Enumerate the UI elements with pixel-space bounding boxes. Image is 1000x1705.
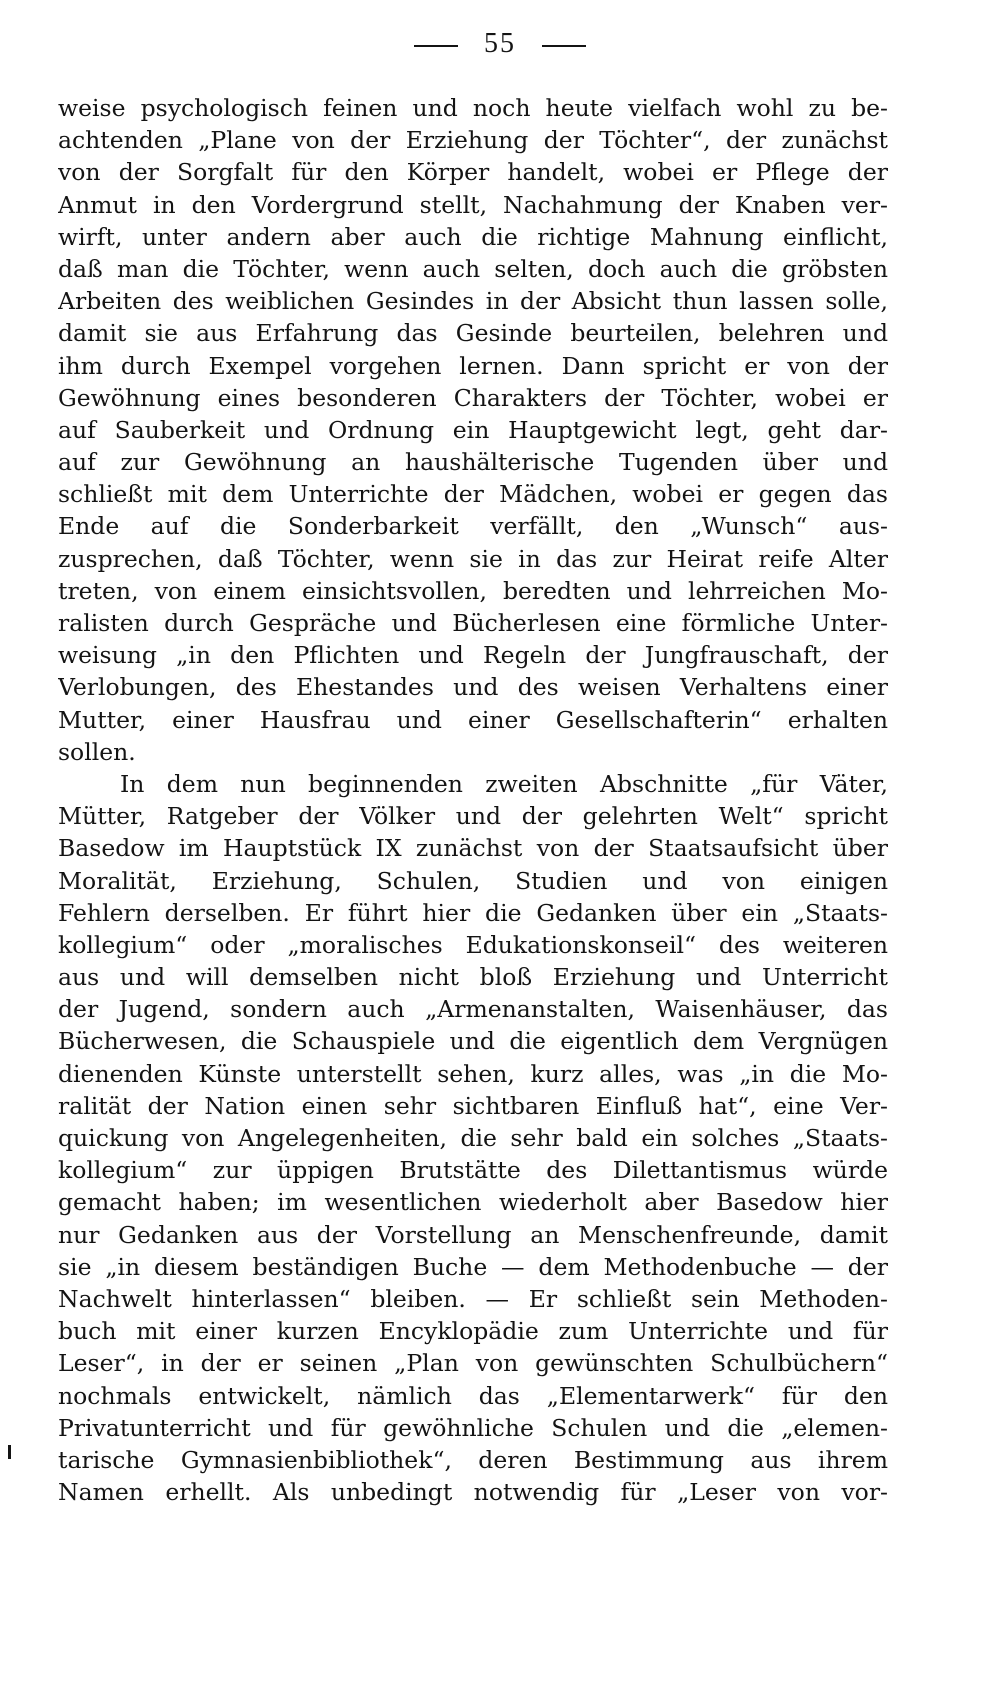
text-line: Moralität, Erziehung, Schulen, Studien und von einigen [58, 866, 888, 895]
paragraph-end-line: sollen. [58, 737, 136, 766]
text-line: Gewöhnung eines besonderen Charakters der Töchter, wobei er [58, 383, 888, 412]
text-line: achtenden „Plane von der Erziehung der Töchter“, der zunächst [58, 126, 888, 155]
text-line: aus und will demselben nicht bloß Erziehung und Unterricht [58, 963, 888, 992]
text-line: Mutter, einer Hausfrau und einer Gesellschafterin“ erhalten [58, 705, 888, 734]
text-line: ihm durch Exempel vorgehen lernen. Dann spricht er von der [58, 351, 888, 380]
text-line: Nachwelt hinterlassen“ bleiben. — Er schließt sein Methoden- [58, 1284, 888, 1313]
text-line: Fehlern derselben. Er führt hier die Gedanken über ein „Staats- [58, 898, 888, 927]
text-line: nochmals entwickelt, nämlich das „Elementarwerk“ für den [58, 1381, 888, 1410]
text-line: Ende auf die Sonderbarkeit verfällt, den „Wunsch“ aus- [58, 512, 888, 541]
page-number: 55 [484, 28, 516, 59]
text-line: zusprechen, daß Töchter, wenn sie in das zur Heirat reife Alter [58, 544, 888, 573]
text-line: Arbeiten des weiblichen Gesindes in der Absicht thun lassen solle, [58, 287, 888, 316]
text-line: treten, von einem einsichtsvollen, beredten und lehrreichen Mo- [58, 576, 888, 605]
text-line: von der Sorgfalt für den Körper handelt, wobei er Pflege der [58, 158, 888, 187]
text-line: kollegium“ zur üppigen Brutstätte des Dilettantismus würde [58, 1156, 888, 1185]
margin-mark [8, 1445, 11, 1459]
text-line: auf Sauberkeit und Ordnung ein Hauptgewicht legt, geht dar- [58, 415, 888, 444]
text-line: Privatunterricht und für gewöhnliche Schulen und die „elemen- [58, 1413, 888, 1442]
text-line: Leser“, in der er seinen „Plan von gewünschten Schulbüchern“ [58, 1349, 888, 1378]
text-line: Bücherwesen, die Schauspiele und die eigentlich dem Vergnügen [58, 1027, 888, 1056]
text-line: weisung „in den Pflichten und Regeln der Jungfrauschaft, der [58, 641, 888, 670]
text-line: schließt mit dem Unterrichte der Mädchen, wobei er gegen das [58, 480, 888, 509]
text-line: der Jugend, sondern auch „Armenanstalten, Waisenhäuser, das [58, 995, 888, 1024]
text-line: gemacht haben; im wesentlichen wiederholt aber Basedow hier [58, 1188, 888, 1217]
page-header [0, 28, 1000, 60]
paragraph-start-line: In dem nun beginnenden zweiten Abschnitte „für Väter, [120, 769, 888, 798]
text-line: weise psychologisch feinen und noch heute vielfach wohl zu be- [58, 94, 888, 122]
text-line: Basedow im Hauptstück IX zunächst von der Staatsaufsicht über [58, 834, 888, 863]
text-line: nur Gedanken aus der Vorstellung an Menschenfreunde, damit [58, 1220, 888, 1249]
text-line: ralität der Nation einen sehr sichtbaren Einfluß hat“, eine Ver- [58, 1091, 888, 1120]
right-dash [542, 45, 586, 47]
text-line: quickung von Angelegenheiten, die sehr bald ein solches „Staats- [58, 1124, 888, 1152]
text-line: daß man die Töchter, wenn auch selten, doch auch die gröbsten [58, 254, 888, 283]
text-line: Anmut in den Vordergrund stellt, Nachahmung der Knaben ver- [58, 190, 888, 219]
text-line: buch mit einer kurzen Encyklopädie zum Unterrichte und für [58, 1317, 888, 1346]
text-line: Namen erhellt. Als unbedingt notwendig für „Leser von vor- [58, 1478, 888, 1507]
text-line: Mütter, Ratgeber der Völker und der gelehrten Welt“ spricht [58, 802, 888, 831]
text-line: damit sie aus Erfahrung das Gesinde beurteilen, belehren und [58, 319, 888, 348]
text-line: tarische Gymnasienbibliothek“, deren Bestimmung aus ihrem [58, 1445, 888, 1474]
text-line: kollegium“ oder „moralisches Edukationskonseil“ des weiteren [58, 930, 888, 959]
text-line: wirft, unter andern aber auch die richtige Mahnung einflicht, [58, 222, 888, 251]
text-line: sie „in diesem beständigen Buche — dem Methodenbuche — der [58, 1252, 888, 1281]
text-line: dienenden Künste unterstellt sehen, kurz alles, was „in die Mo- [58, 1059, 888, 1088]
text-line: Verlobungen, des Ehestandes und des weisen Verhaltens einer [58, 673, 888, 702]
text-line: auf zur Gewöhnung an haushälterische Tugenden über und [58, 448, 888, 477]
text-line: ralisten durch Gespräche und Bücherlesen eine förmliche Unter- [58, 609, 888, 637]
body-text [58, 92, 888, 1508]
left-dash [414, 45, 458, 47]
